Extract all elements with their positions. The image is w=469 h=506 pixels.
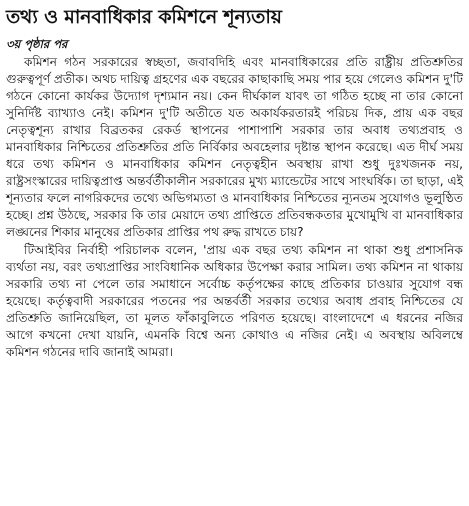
article-headline: তথ্য ও মানবাধিকার কমিশনে শূন্যতায় bbox=[6, 6, 282, 28]
continued-from-label: ৩য় পৃষ্ঠার পর bbox=[6, 37, 68, 51]
article-paragraph-2: টিআইবির নির্বাহী পরিচালক বলেন, 'প্রায় এক বছর তথ্য কমিশন না থাকা শুধু প্রশাসনিক ব্যর্থতা নয়, বরং তথ্যপ্রাপ্তির সাংবিধানিক অধিকার উপেক্ষা করার সামিল। তথ্য কমিশন না থাকায় সরকারি তথ্য না পেলে তার সমাধানে সর্বোচ্চ কর্তৃপক্ষের কাছে প্রতিকার চাওয়ার সুযোগ বন্ধ হয়েছে। কর্তৃত্ববাদী সরকারের পতনের পর অন্তর্বর্তী সরকার তথ্যের অবাধ প্রবাহ নিশ্চিতের যে প্রতিশ্রুতি জানিয়েছিল, তা মূলত ফাঁকাবুলিতে পরিণত হয়েছে। বাংলাদেশে এ ধরনের নজির আগে কখনো দেখা যায়নি, এমনকি বিশ্বে অন্য কোথাও এ নজির নেই। এ অবস্থায় অবিলম্বে কমিশন গঠনের দাবি জানাই আমরা। bbox=[6, 242, 463, 359]
article-body bbox=[6, 54, 463, 361]
article-paragraph-1: কমিশন গঠন সরকারের স্বচ্ছতা, জবাবদিহি এবং মানবাধিকারের প্রতি রাষ্ট্রীয় প্রতিশ্রুতির গুরুত্বপূর্ণ প্রতীক। অথচ দায়িত্ব গ্রহণের এক বছরের কাছাকাছি সময় পার হয়ে গেলেও কমিশন দু'টি গঠনে কোনো কার্যকর উদ্যোগ দৃশ্যমান নয়। কেন দীর্ঘকাল যাবৎ তা গঠিত হচ্ছে না তার কোনো সুনির্দিষ্ট ব্যাখ্যাও নেই। কমিশন দু'টি অতীতে যত অকার্যকরতারই পরিচয় দিক, প্রায় এক বছর নেতৃত্বশূন্য রাখার বিব্রতকর রেকর্ড স্থাপনের পাশাপাশি সরকার তার অবাধ তথ্যপ্রবাহ ও মানবাধিকার নিশ্চিতের প্রতিশ্রুতির প্রতি নির্বিকার অবহেলার দৃষ্টান্ত স্থাপন করেছে। এত দীর্ঘ সময় ধরে তথ্য কমিশন ও মানবাধিকার কমিশন নেতৃত্বহীন অবস্থায় রাখা শুধু দুঃখজনক নয়, রাষ্ট্রসংস্কারের দায়িত্বপ্রাপ্ত অন্তর্বর্তীকালীন সরকারের মুখ্য ম্যান্ডেটের সাথে সাংঘর্ষিক। তা ছাড়া, এই শূন্যতার ফলে নাগরিকদের তথ্যে অভিগম্যতা ও মানবাধিকার নিশ্চিতের ন্যূনতম সুযোগও ভূলুণ্ঠিত হচ্ছে। প্রশ্ন উঠছে, সরকার কি তার মেয়াদে তথ্য প্রাপ্তিতে প্রতিবন্ধকতার মুখোমুখি বা মানবাধিকার লঙ্ঘনের শিকার মানুষের প্রতিকার প্রাপ্তির পথ রুদ্ধ রাখতে চায়? bbox=[6, 55, 463, 240]
